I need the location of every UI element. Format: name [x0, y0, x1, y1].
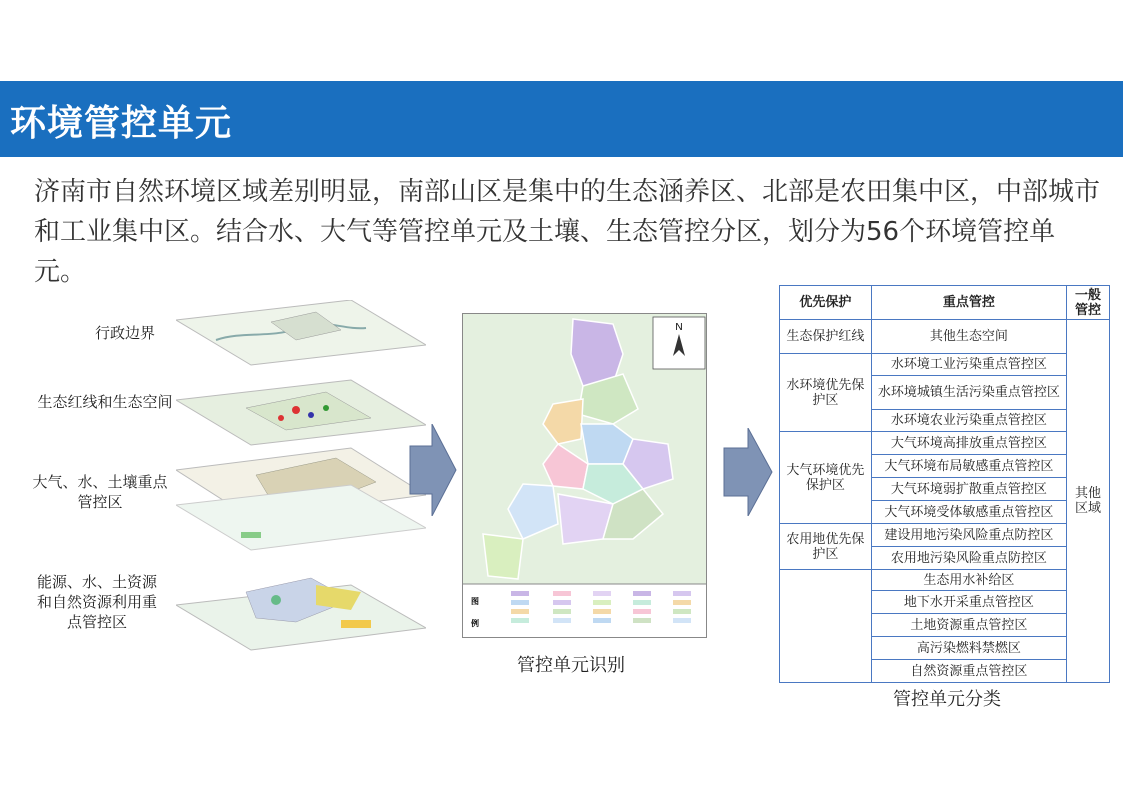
layer-eco-sheet	[176, 380, 426, 445]
layer-label-env-line1: 大气、水、土壤重点	[32, 473, 168, 491]
group-eco: 生态保护红线	[780, 320, 872, 354]
table-row: 水环境农业污染重点管控区	[871, 410, 1066, 432]
group-air: 大气环境优先保护区	[780, 432, 872, 524]
table-row: 农用地污染风险重点防控区	[871, 547, 1066, 570]
table-row: 高污染燃料禁燃区	[871, 637, 1066, 660]
header-general-line2: 管控	[1075, 302, 1102, 318]
arrow-right-icon-2	[722, 428, 774, 516]
table-row: 大气环境布局敏感重点管控区	[871, 455, 1066, 478]
table-row: 大气环境受体敏感重点管控区	[871, 501, 1066, 524]
header-key: 重点管控	[871, 286, 1066, 320]
arrow-right-icon	[408, 424, 458, 516]
header-general	[1067, 286, 1110, 320]
general-region-line2: 区域	[1075, 501, 1102, 516]
intro-paragraph: 济南市自然环境区域差别明显，南部山区是集中的生态涵养区、北部是农田集中区，中部城市和工业集中区。结合水、大气等管控单元及土壤、生态管控分区，划分为56个环境管控单元。	[34, 177, 1101, 287]
table-row: 水环境工业污染重点管控区	[871, 354, 1066, 376]
layer-admin-sheet	[176, 300, 426, 365]
legend-title-line2: 例	[471, 619, 479, 628]
page-title: 环境管控单元	[10, 103, 233, 144]
table-row: 生态用水补给区	[871, 570, 1066, 591]
group-water: 水环境优先保护区	[780, 354, 872, 432]
general-region-line1: 其他	[1075, 486, 1102, 501]
table-row: 大气环境弱扩散重点管控区	[871, 478, 1066, 501]
table-row: 地下水开采重点管控区	[871, 591, 1066, 614]
table-row: 水环境城镇生活污染重点管控区	[871, 376, 1066, 410]
group-empty	[780, 570, 872, 683]
north-label: N	[675, 322, 683, 333]
general-region	[1067, 320, 1110, 683]
layer-label-eco: 生态红线和生态空间	[37, 393, 173, 411]
table-row: 自然资源重点管控区	[871, 660, 1066, 683]
map-caption: 管控单元识别	[517, 655, 625, 676]
layer-label-resource-line2: 和自然资源利用重	[36, 593, 157, 611]
layer-label-env-line2: 管控区	[77, 493, 123, 511]
classification-table	[779, 285, 1110, 683]
header-general-line1: 一般	[1075, 287, 1102, 303]
title-bar	[0, 81, 1123, 157]
control-unit-map	[462, 313, 707, 638]
table-row: 其他生态空间	[871, 320, 1066, 354]
legend-title-line1: 图	[471, 597, 479, 606]
layer-stack	[176, 300, 426, 670]
layer-resource-sheet	[176, 578, 426, 650]
group-agri: 农用地优先保护区	[780, 524, 872, 570]
layer-label-resource-line3: 点管控区	[66, 613, 127, 631]
layer-label-admin: 行政边界	[94, 324, 155, 342]
table-row: 土地资源重点管控区	[871, 614, 1066, 637]
layer-label-env	[20, 472, 180, 512]
table-row: 建设用地污染风险重点防控区	[871, 524, 1066, 547]
header-priority: 优先保护	[780, 286, 872, 320]
layer-label-resource-line1: 能源、水、土资源	[36, 573, 157, 591]
table-row: 大气环境高排放重点管控区	[871, 432, 1066, 455]
table-caption: 管控单元分类	[893, 689, 1001, 710]
layer-label-resource	[22, 572, 172, 632]
